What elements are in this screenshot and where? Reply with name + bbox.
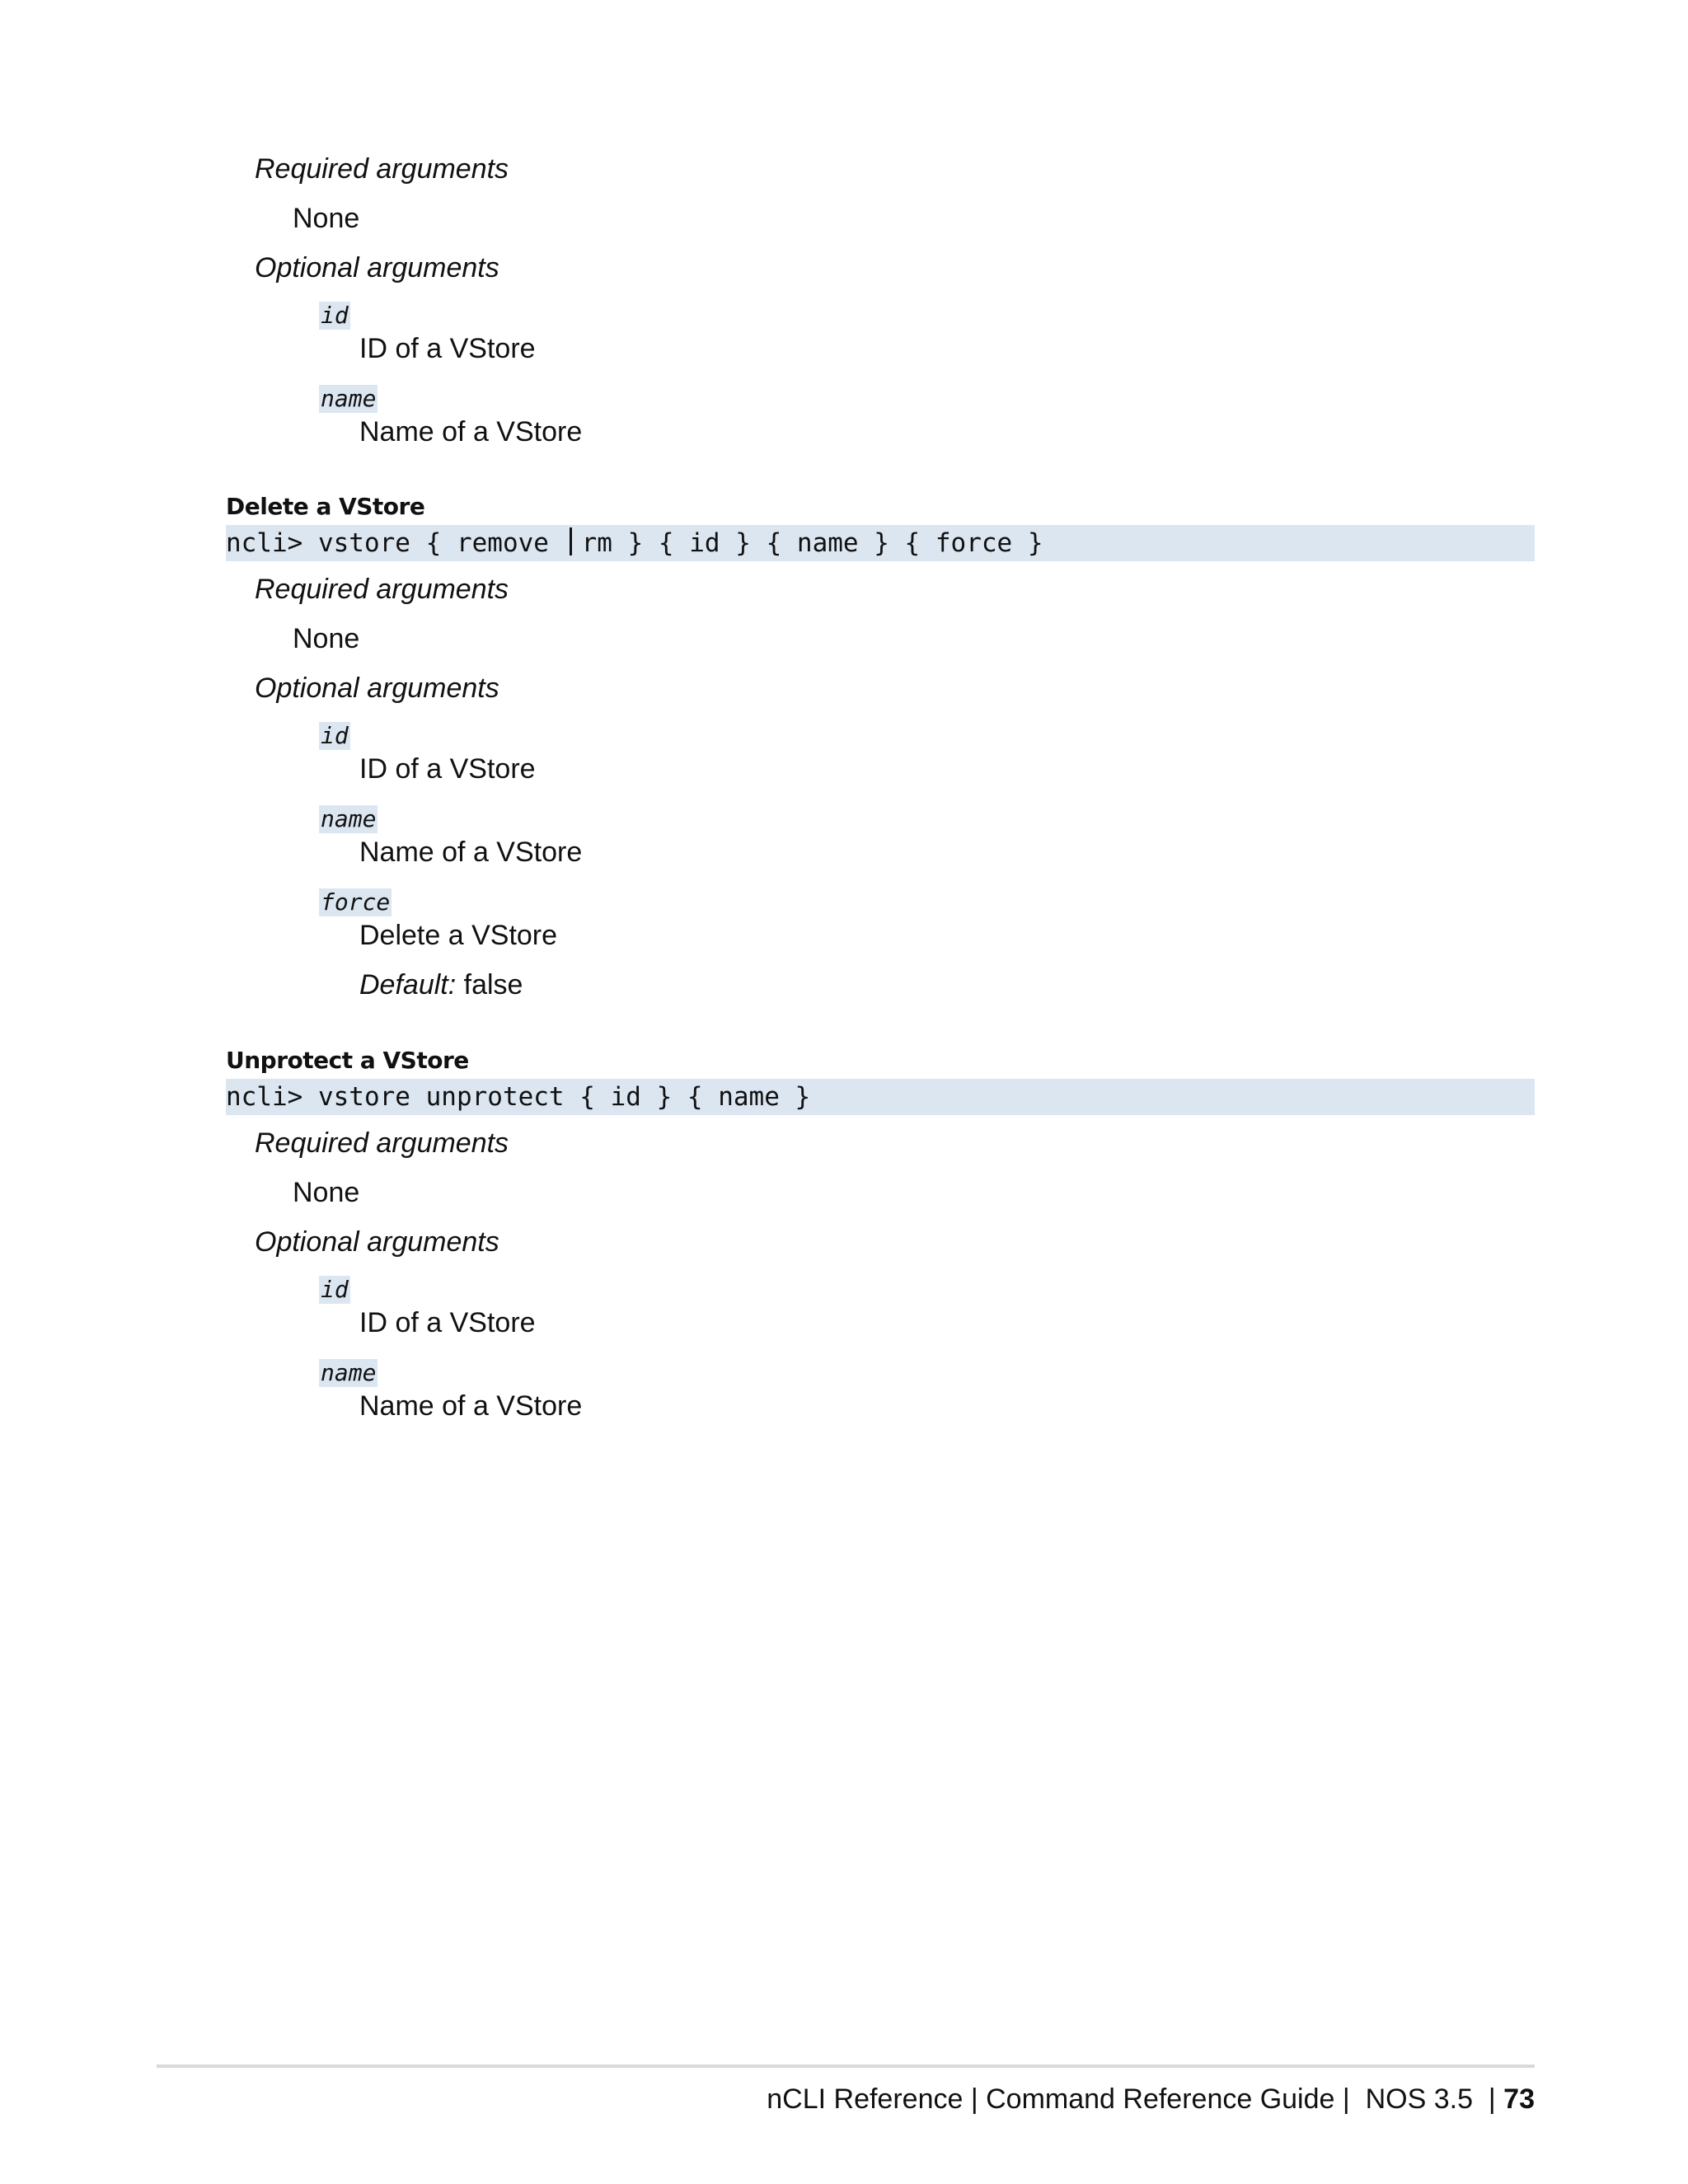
param-name-description: Name of a VStore (359, 1390, 583, 1422)
required-arguments-value: None (293, 623, 360, 654)
default-value: false (463, 969, 523, 1001)
required-arguments-label: Required arguments (255, 574, 509, 605)
param-id: id (321, 722, 349, 749)
pipe-separator (570, 527, 572, 555)
footer-text: nCLI Reference | Command Reference Guide | NOS 3.5 | (767, 2083, 1504, 2115)
param-force-description: Delete a VStore (359, 920, 558, 951)
command-unprotect: ncli> vstore unprotect { id } { name } (226, 1079, 1535, 1115)
param-name: name (321, 385, 377, 412)
optional-arguments-label: Optional arguments (255, 1226, 499, 1258)
param-name-description: Name of a VStore (359, 837, 583, 868)
optional-arguments-label: Optional arguments (255, 252, 499, 284)
required-arguments-label: Required arguments (255, 153, 509, 185)
param-name-description: Name of a VStore (359, 416, 583, 448)
optional-arguments-label: Optional arguments (255, 673, 499, 704)
required-arguments-value: None (293, 1177, 360, 1208)
param-name: name (321, 805, 377, 832)
param-name: name (321, 1359, 377, 1386)
page-number: 73 (1503, 2083, 1535, 2115)
param-id-description: ID of a VStore (359, 1307, 536, 1338)
required-arguments-value: None (293, 203, 360, 234)
page-footer (767, 2083, 1535, 2116)
param-id-description: ID of a VStore (359, 753, 536, 785)
param-id: id (321, 302, 349, 329)
command-delete-part2: rm } { id } { name } { force } (581, 528, 1043, 558)
section-heading-delete: Delete a VStore (226, 493, 425, 520)
param-id: id (321, 1276, 349, 1303)
section-heading-unprotect: Unprotect a VStore (226, 1047, 469, 1074)
required-arguments-label: Required arguments (255, 1127, 509, 1159)
command-delete (226, 525, 1535, 561)
command-delete-part1: ncli> vstore { remove (226, 528, 565, 558)
default-label: Default: (359, 969, 457, 1001)
param-force-default (359, 969, 523, 1001)
param-force: force (321, 888, 391, 916)
param-id-description: ID of a VStore (359, 333, 536, 364)
footer-rule (157, 2064, 1535, 2068)
